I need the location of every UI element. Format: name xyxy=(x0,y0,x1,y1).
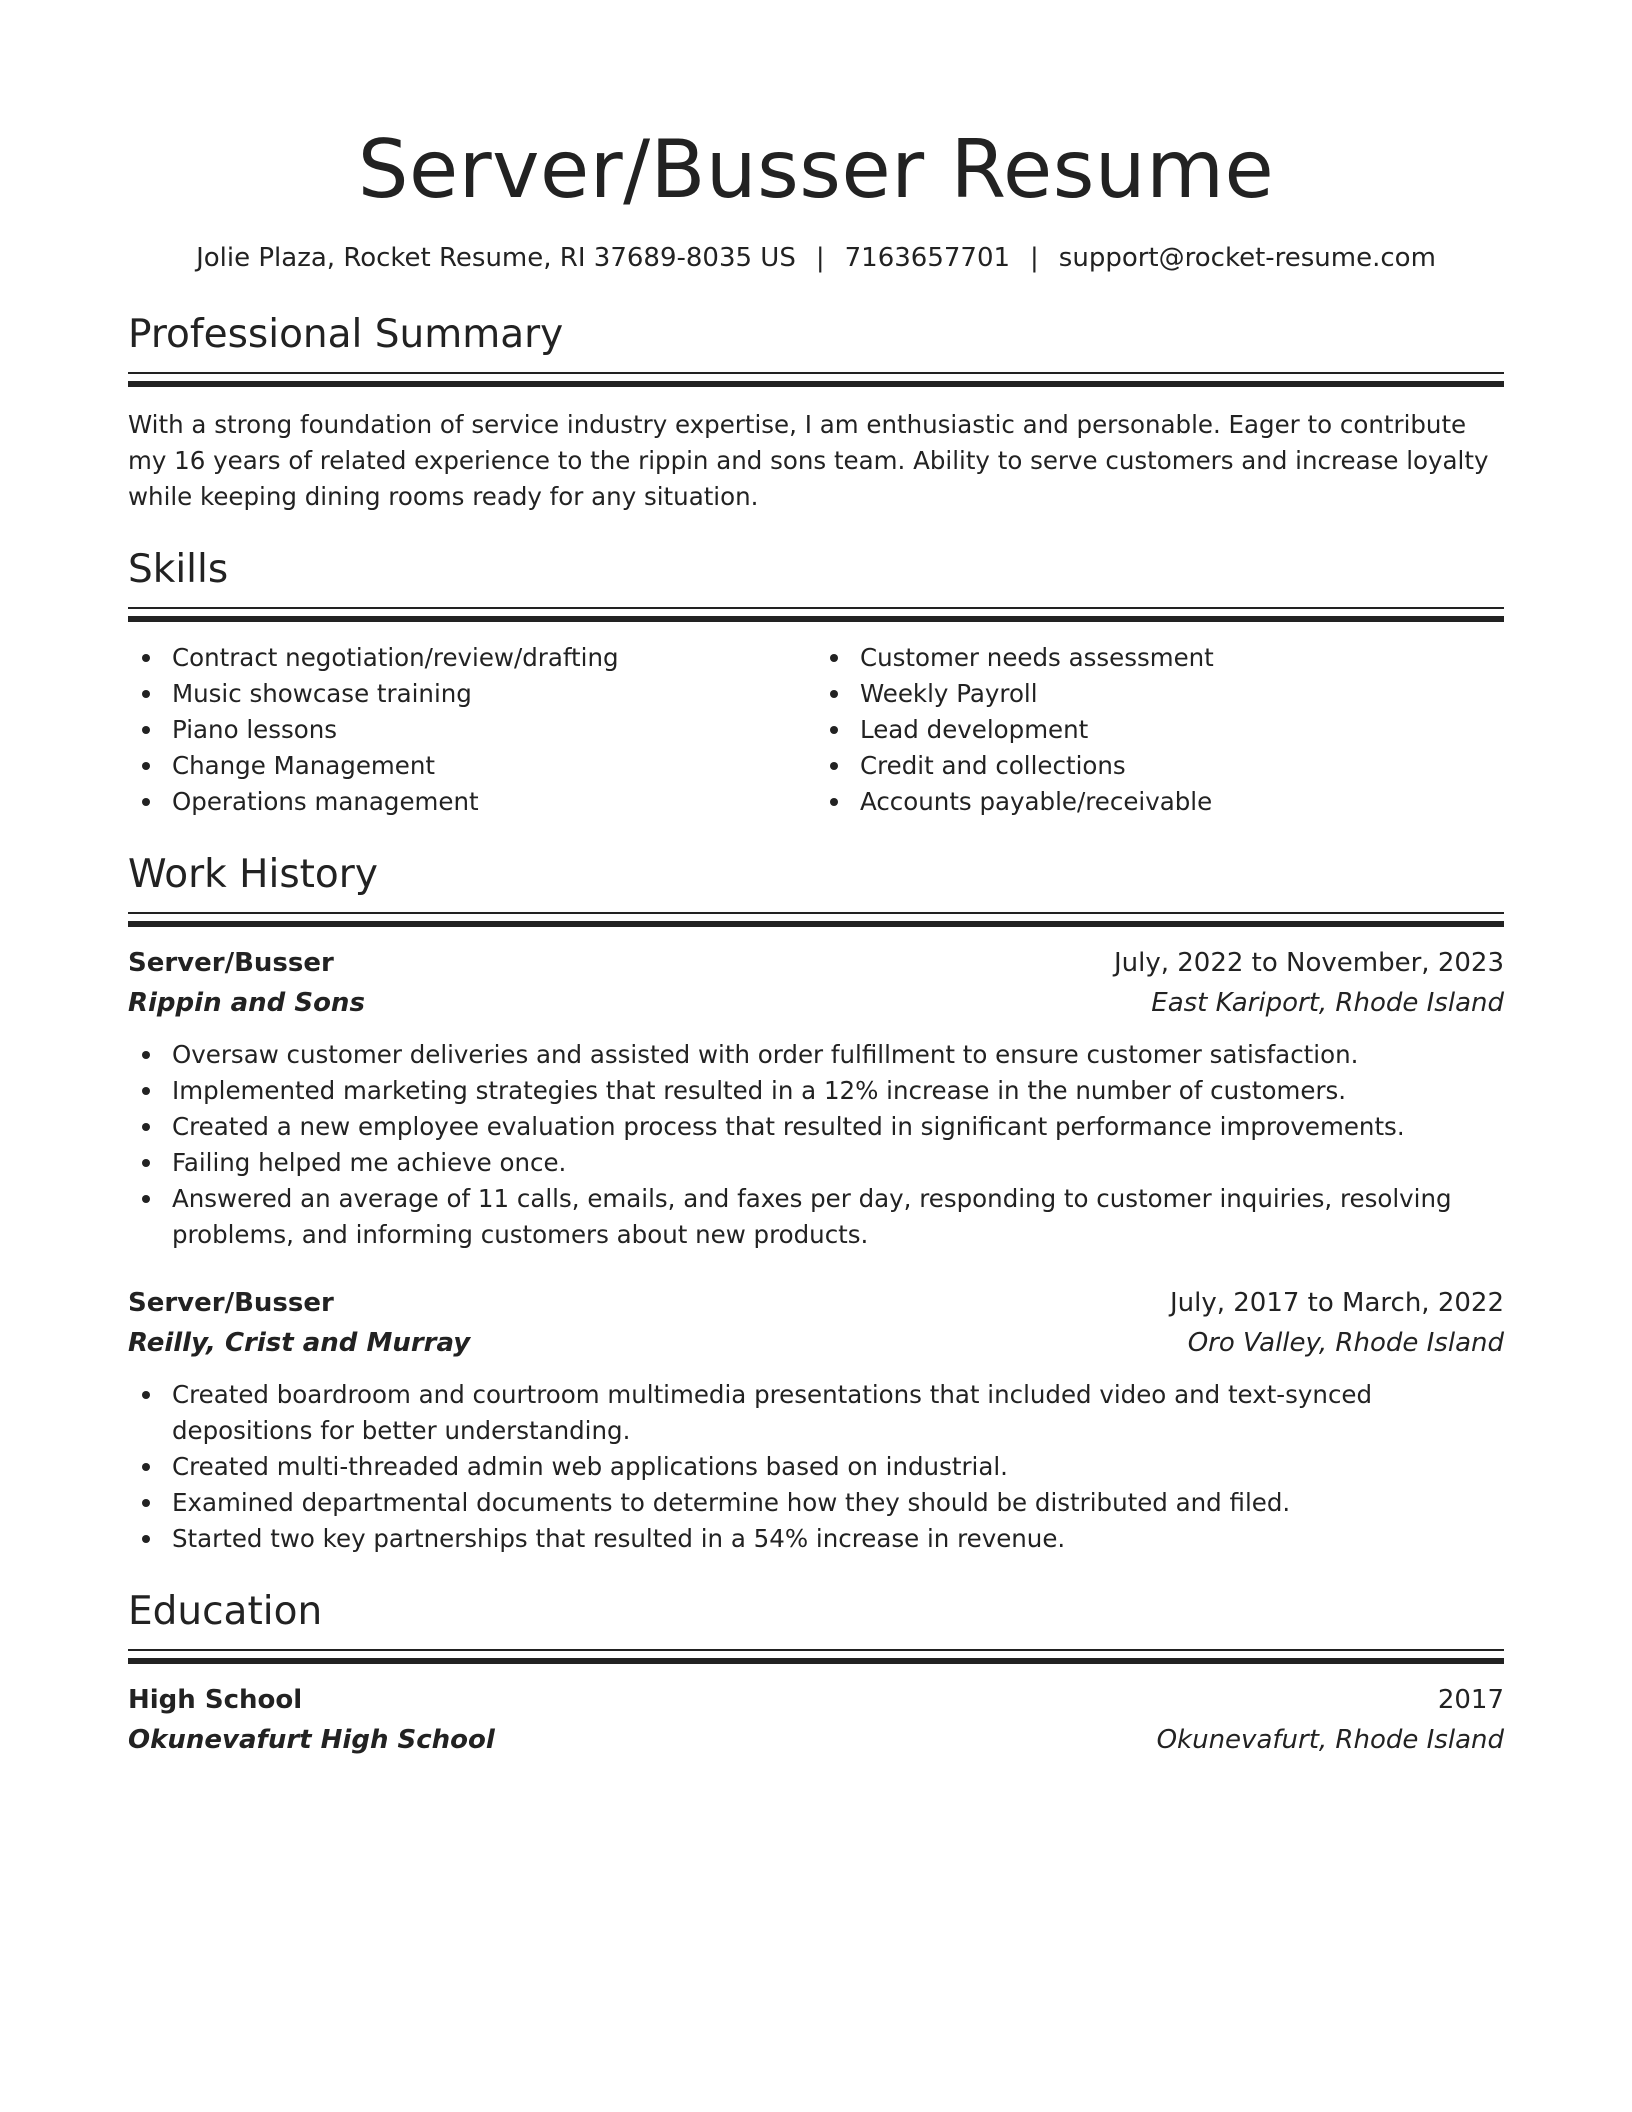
job-company: Reilly, Crist and Murray xyxy=(128,1328,471,1358)
job-duty-item: Started two key partnerships that resulted in a 54% increase in revenue. xyxy=(128,1521,1504,1557)
education-school-row xyxy=(128,1720,1504,1760)
contact-email: support@rocket-resume.com xyxy=(1058,243,1436,273)
contact-phone: 7163657701 xyxy=(844,243,1011,273)
job-duty-item: Created boardroom and courtroom multimedia presentations that included video and text-synced depositions for better understanding. xyxy=(128,1377,1504,1449)
job-duty-item: Created multi-threaded admin web applications based on industrial. xyxy=(128,1449,1504,1485)
job-duty-item: Answered an average of 11 calls, emails, and faxes per day, responding to customer inquiries, resolving problems, and informing customers about new products. xyxy=(128,1181,1504,1253)
contact-separator: | xyxy=(815,243,825,273)
job-entry xyxy=(128,1283,1504,1557)
section-heading-work-history: Work History xyxy=(128,852,378,897)
section-divider xyxy=(128,372,1504,387)
section-divider xyxy=(128,912,1504,927)
education-entry xyxy=(128,1680,1504,1760)
job-title: Server/Busser xyxy=(128,1288,334,1318)
work-history-section xyxy=(128,850,1504,1557)
job-duty-item: Failing helped me achieve once. xyxy=(128,1145,1504,1181)
section-heading-education: Education xyxy=(128,1589,323,1634)
contact-address: Jolie Plaza, Rocket Resume, RI 37689-8035 US xyxy=(196,243,796,273)
skill-item: Contract negotiation/review/drafting xyxy=(128,640,816,676)
skill-item: Operations management xyxy=(128,784,816,820)
skills-list-left xyxy=(128,640,816,820)
education-location: Okunevafurt, Rhode Island xyxy=(1156,1725,1504,1755)
education-section xyxy=(128,1587,1504,1760)
skill-item: Customer needs assessment xyxy=(816,640,1504,676)
education-school: Okunevafurt High School xyxy=(128,1725,495,1755)
contact-line xyxy=(128,240,1504,276)
job-duty-item: Oversaw customer deliveries and assisted with order fulfillment to ensure customer satisfaction. xyxy=(128,1037,1504,1073)
skills-section xyxy=(128,545,1504,820)
job-duties-list xyxy=(128,1037,1504,1253)
job-duties-list xyxy=(128,1377,1504,1557)
education-degree: High School xyxy=(128,1685,303,1715)
skill-item: Lead development xyxy=(816,712,1504,748)
section-heading-skills: Skills xyxy=(128,547,229,592)
job-header-row xyxy=(128,1283,1504,1323)
job-dates: July, 2017 to March, 2022 xyxy=(1169,1288,1504,1318)
job-duty-item: Implemented marketing strategies that resulted in a 12% increase in the number of customers. xyxy=(128,1073,1504,1109)
job-entry xyxy=(128,943,1504,1253)
resume-title: Server/Busser Resume xyxy=(357,123,1275,216)
summary-text: With a strong foundation of service industry expertise, I am enthusiastic and personable. Eager to contribute my 16 years of related experience to the rippin and sons team. Ability to serve customers and increase loyalty while keeping dining rooms ready for any situation. xyxy=(128,410,1489,511)
section-divider xyxy=(128,607,1504,622)
contact-separator: | xyxy=(1030,243,1039,273)
skills-list-right xyxy=(816,640,1504,820)
job-location: Oro Valley, Rhode Island xyxy=(1187,1328,1504,1358)
job-company-row xyxy=(128,983,1504,1023)
job-dates: July, 2022 to November, 2023 xyxy=(1113,948,1504,978)
section-divider xyxy=(128,1649,1504,1664)
education-header-row xyxy=(128,1680,1504,1720)
education-year: 2017 xyxy=(1437,1685,1504,1715)
job-company-row xyxy=(128,1323,1504,1363)
skill-item: Music showcase training xyxy=(128,676,816,712)
job-duty-item: Examined departmental documents to determine how they should be distributed and filed. xyxy=(128,1485,1504,1521)
skills-columns xyxy=(128,640,1504,820)
job-location: East Kariport, Rhode Island xyxy=(1151,988,1504,1018)
job-title: Server/Busser xyxy=(128,948,334,978)
job-header-row xyxy=(128,943,1504,983)
job-duty-item: Created a new employee evaluation process that resulted in significant performance improvements. xyxy=(128,1109,1504,1145)
skill-item: Piano lessons xyxy=(128,712,816,748)
skill-item: Weekly Payroll xyxy=(816,676,1504,712)
skill-item: Credit and collections xyxy=(816,748,1504,784)
job-company: Rippin and Sons xyxy=(128,988,365,1018)
skill-item: Change Management xyxy=(128,748,816,784)
skill-item: Accounts payable/receivable xyxy=(816,784,1504,820)
section-heading-summary: Professional Summary xyxy=(128,312,564,357)
summary-section xyxy=(128,310,1504,515)
